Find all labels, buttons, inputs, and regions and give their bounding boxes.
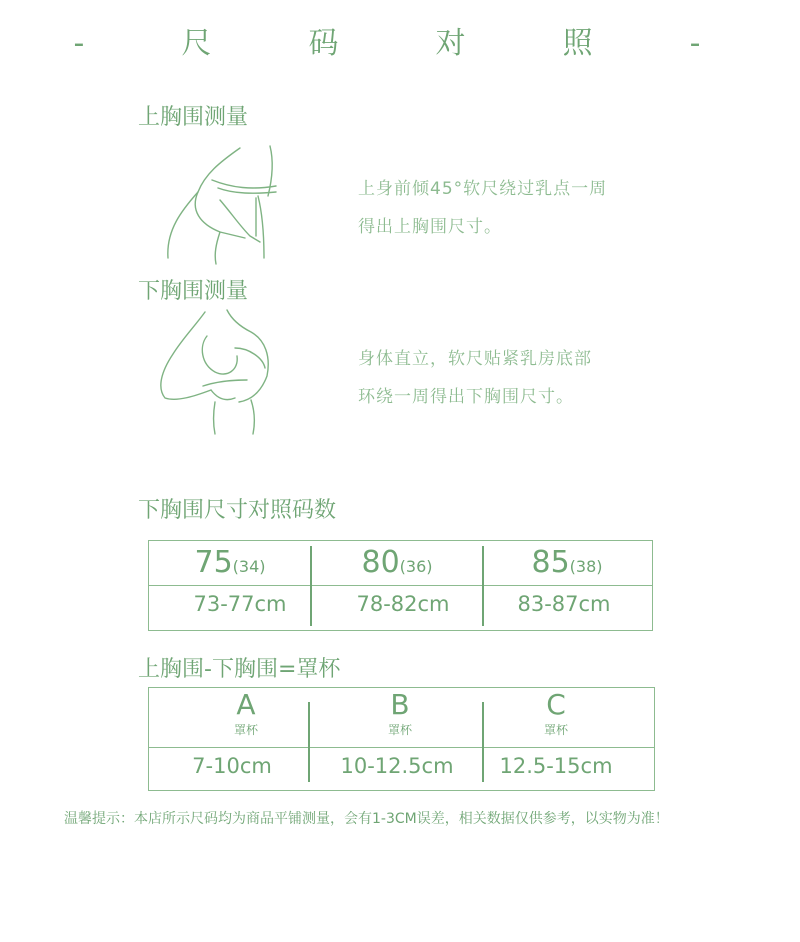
- size-value: 85: [531, 545, 570, 580]
- size-value: 75: [194, 545, 233, 580]
- cup-b-range: 10-12.5cm: [340, 754, 454, 778]
- size-table-divider: [148, 585, 653, 586]
- cup-label: 罩杯: [233, 723, 258, 737]
- lower-bust-desc-line1: 身体直立，软尺贴紧乳房底部: [358, 349, 592, 369]
- cup-a-header: [166, 688, 326, 738]
- cup-letter: A: [236, 688, 256, 721]
- lower-bust-heading: 下胸围测量: [138, 279, 249, 304]
- upper-bust-illustration: [160, 140, 290, 268]
- size-value: 80: [361, 545, 400, 580]
- size-alt: (38): [569, 557, 603, 576]
- cup-b-header: [318, 688, 482, 738]
- cup-table-divider: [148, 747, 655, 748]
- size-table-heading: 下胸围尺寸对照码数: [138, 498, 337, 523]
- cup-table-heading: 上胸围-下胸围=罩杯: [138, 657, 341, 682]
- cup-label: 罩杯: [387, 723, 412, 737]
- size-85-header: [484, 545, 650, 580]
- cup-c-range: 12.5-15cm: [499, 754, 613, 778]
- size-alt: (36): [399, 557, 433, 576]
- size-80-header: [312, 545, 482, 580]
- lower-bust-illustration: [155, 306, 280, 436]
- page-title: - 尺 码 对 照 -: [73, 26, 727, 61]
- cup-label: 罩杯: [543, 723, 568, 737]
- size-80-range: 78-82cm: [356, 592, 450, 616]
- tip-note: 温馨提示：本店所示尺码均为商品平铺测量，会有1-3CM误差，相关数据仅供参考，以实物为准！: [64, 811, 669, 827]
- size-85-range: 83-87cm: [517, 592, 611, 616]
- upper-bust-desc-line2: 得出上胸围尺寸。: [358, 217, 502, 237]
- lower-bust-desc-line2: 环绕一周得出下胸围尺寸。: [358, 387, 574, 407]
- upper-bust-desc-line1: 上身前倾45°软尺绕过乳点一周: [358, 179, 608, 199]
- cup-letter: C: [546, 688, 566, 721]
- cup-a-range: 7-10cm: [192, 754, 272, 778]
- cup-letter: B: [390, 688, 410, 721]
- upper-bust-heading: 上胸围测量: [138, 105, 249, 130]
- size-75-range: 73-77cm: [193, 592, 287, 616]
- size-alt: (34): [232, 557, 266, 576]
- size-75-header: [150, 545, 310, 580]
- cup-c-header: [476, 688, 636, 738]
